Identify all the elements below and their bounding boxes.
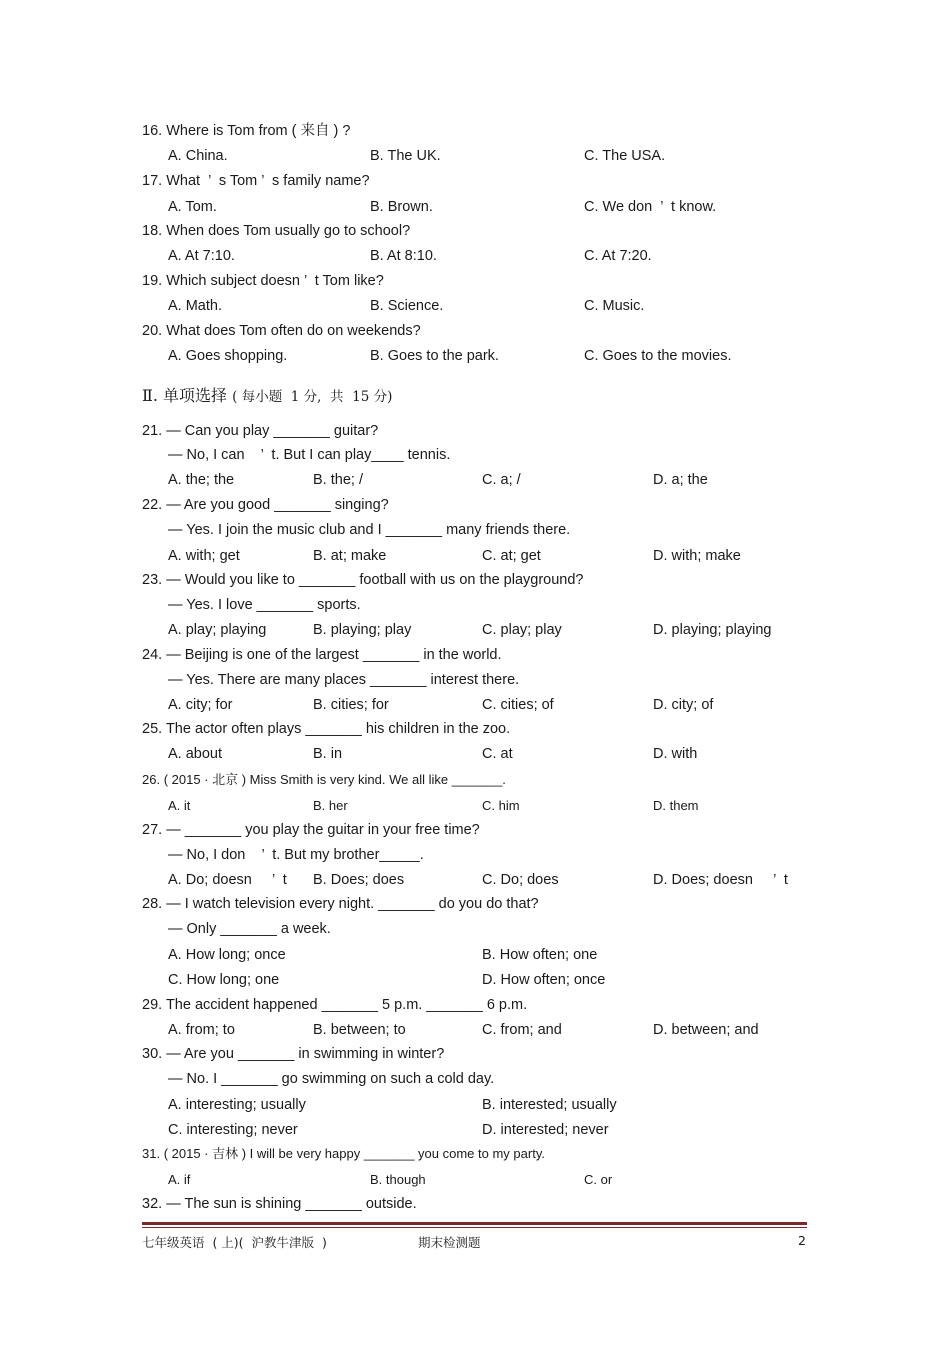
- q21-option-c: C. a; /: [482, 472, 521, 488]
- q23-option-d: D. playing; playing: [653, 622, 772, 638]
- q30-option-d: D. interested; never: [482, 1122, 609, 1138]
- q27-option-d: D. Does; doesn ’ t: [653, 872, 788, 888]
- q19-option-a: A. Math.: [168, 298, 222, 314]
- q24-option-a: A. city; for: [168, 697, 233, 713]
- q25-option-b: B. in: [313, 746, 343, 762]
- q24-option-c: C. cities; of: [482, 697, 554, 713]
- q21-option-a: A. the; the: [168, 472, 235, 488]
- q17-option-b: B. Brown.: [370, 199, 433, 215]
- footer-rule-thick: [142, 1222, 807, 1225]
- q29-option-a: A. from; to: [168, 1022, 235, 1038]
- q19-option-c: C. Music.: [584, 298, 645, 314]
- q26-option-d: D. them: [653, 798, 699, 813]
- q30-option-a: A. interesting; usually: [168, 1097, 306, 1113]
- q22-option-b: B. at; make: [313, 548, 387, 564]
- q18-option-b: B. At 8:10.: [370, 248, 437, 264]
- question-23-line-2: — Yes. I love _______ sports.: [168, 597, 361, 613]
- question-30-line-1: 30. — Are you _______ in swimming in winter?: [142, 1046, 445, 1062]
- q20-option-b: B. Goes to the park.: [370, 348, 499, 364]
- q29-option-b: B. between; to: [313, 1022, 406, 1038]
- q16-option-c: C. The USA.: [584, 148, 666, 164]
- q27-option-a: A. Do; doesn ’ t: [168, 872, 287, 888]
- q20-option-a: A. Goes shopping.: [168, 348, 288, 364]
- question-26-line-1: 26. ( 2015 · 北京 ) Miss Smith is very kind. We all like _______.: [142, 772, 506, 787]
- q26-option-c: C. him: [482, 798, 520, 813]
- q21-option-d: D. a; the: [653, 472, 708, 488]
- question-19-stem: 19. Which subject doesn ’ t Tom like?: [142, 273, 384, 289]
- q23-option-b: B. playing; play: [313, 622, 412, 638]
- q24-option-d: D. city; of: [653, 697, 714, 713]
- q27-option-c: C. Do; does: [482, 872, 559, 888]
- footer-rule-thin: [142, 1227, 807, 1228]
- q31-option-c: C. or: [584, 1172, 613, 1187]
- q29-option-d: D. between; and: [653, 1022, 759, 1038]
- question-27-line-2: — No, I don ’ t. But my brother_____.: [168, 847, 424, 863]
- q24-option-b: B. cities; for: [313, 697, 389, 713]
- question-20-stem: 20. What does Tom often do on weekends?: [142, 323, 421, 339]
- q30-option-b: B. interested; usually: [482, 1097, 617, 1113]
- q31-option-a: A. if: [168, 1172, 191, 1187]
- question-28-line-1: 28. — I watch television every night. _______ do you do that?: [142, 896, 539, 912]
- footer-exam-title: 期末检测题: [418, 1235, 481, 1250]
- section-2-heading: Ⅱ. 单项选择 ( 每小题 1 分, 共 15 分): [142, 386, 393, 405]
- q16-option-a: A. China.: [168, 148, 228, 164]
- q16-option-b: B. The UK.: [370, 148, 441, 164]
- question-17-stem: 17. What ’ s Tom ’ s family name?: [142, 173, 370, 189]
- q18-option-a: A. At 7:10.: [168, 248, 235, 264]
- q28-option-a: A. How long; once: [168, 947, 286, 963]
- question-29-line-1: 29. The accident happened _______ 5 p.m. _______ 6 p.m.: [142, 997, 528, 1013]
- q28-option-d: D. How often; once: [482, 972, 606, 988]
- footer-book-title: 七年级英语 ( 上)( 沪教牛津版 ): [142, 1235, 327, 1250]
- q23-option-c: C. play; play: [482, 622, 562, 638]
- q25-option-d: D. with: [653, 746, 698, 762]
- q29-option-c: C. from; and: [482, 1022, 562, 1038]
- q20-option-c: C. Goes to the movies.: [584, 348, 732, 364]
- question-24-line-1: 24. — Beijing is one of the largest _______ in the world.: [142, 647, 502, 663]
- question-21-line-2: — No, I can ’ t. But I can play____ tennis.: [168, 447, 451, 463]
- question-24-line-2: — Yes. There are many places _______ interest there.: [168, 672, 520, 688]
- q30-option-c: C. interesting; never: [168, 1122, 298, 1138]
- question-16-stem: 16. Where is Tom from ( 来自 ) ?: [142, 123, 351, 139]
- question-22-line-2: — Yes. I join the music club and I _______ many friends there.: [168, 522, 571, 538]
- q27-option-b: B. Does; does: [313, 872, 405, 888]
- q17-option-c: C. We don ’ t know.: [584, 199, 717, 215]
- q22-option-c: C. at; get: [482, 548, 541, 564]
- question-23-line-1: 23. — Would you like to _______ football with us on the playground?: [142, 572, 584, 588]
- question-21-line-1: 21. — Can you play _______ guitar?: [142, 423, 379, 439]
- q23-option-a: A. play; playing: [168, 622, 267, 638]
- q31-option-b: B. though: [370, 1172, 426, 1187]
- q26-option-a: A. it: [168, 798, 191, 813]
- question-25-line-1: 25. The actor often plays _______ his children in the zoo.: [142, 721, 511, 737]
- q25-option-a: A. about: [168, 746, 223, 762]
- q17-option-a: A. Tom.: [168, 199, 217, 215]
- q22-option-a: A. with; get: [168, 548, 240, 564]
- q18-option-c: C. At 7:20.: [584, 248, 652, 264]
- q28-option-c: C. How long; one: [168, 972, 280, 988]
- question-30-line-2: — No. I _______ go swimming on such a cold day.: [168, 1071, 495, 1087]
- q28-option-b: B. How often; one: [482, 947, 598, 963]
- question-18-stem: 18. When does Tom usually go to school?: [142, 223, 411, 239]
- question-28-line-2: — Only _______ a week.: [168, 921, 331, 937]
- question-27-line-1: 27. — _______ you play the guitar in your free time?: [142, 822, 480, 838]
- question-22-line-1: 22. — Are you good _______ singing?: [142, 497, 389, 513]
- question-32-line-1: 32. — The sun is shining _______ outside.: [142, 1196, 417, 1212]
- q21-option-b: B. the; /: [313, 472, 363, 488]
- page-number: 2: [798, 1233, 806, 1248]
- q19-option-b: B. Science.: [370, 298, 444, 314]
- q22-option-d: D. with; make: [653, 548, 741, 564]
- q25-option-c: C. at: [482, 746, 513, 762]
- question-31-line-1: 31. ( 2015 · 吉林 ) I will be very happy _______ you come to my party.: [142, 1146, 545, 1161]
- q26-option-b: B. her: [313, 798, 348, 813]
